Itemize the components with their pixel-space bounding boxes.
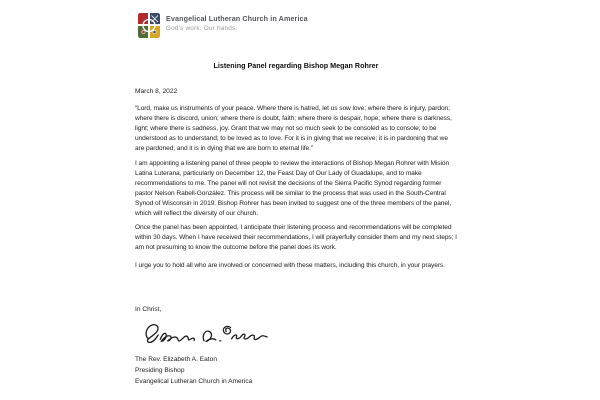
signoff-block [135, 354, 252, 387]
letter-title: Listening Panel regarding Bishop Megan Rohrer [213, 61, 379, 70]
org-tagline: God's work. Our hands. [166, 25, 238, 32]
signer-title: Presiding Bishop [135, 367, 185, 374]
salutation: In Christ, [135, 306, 162, 313]
signer-organization: Evangelical Lutheran Church in America [135, 378, 253, 385]
elca-logo-icon [137, 12, 161, 39]
paragraph-timeline: Once the panel has been appointed, I anticipate their listening process and recommendations will be completed within 30 days. When I have received their recommendations, I will prayerfully consider them and my next steps; I am not presuming to know the outcome before the panel does its work. [135, 224, 457, 251]
paragraph-panel-appointment: I am appointing a listening panel of three people to review the interactions of Bishop Megan Rohrer with Misión Latina Luterana, particularly on December 12, the Feast Day of Our Lady of Guadalupe, and to make recommendations to me. The panel will not revisit the decisions of the Sierra Pacific Synod regarding former pastor Nelson Rabell-González. This process will be similar to the process that was used in the South-Central Synod of Wisconsin in 2019. Bishop Rohrer has been invited to suggest one of the three members of the panel, which will reflect the diversity of our church. [135, 160, 452, 217]
letter-content [135, 0, 457, 400]
handwritten-signature-icon [141, 316, 269, 348]
signer-name: The Rev. Elizabeth A. Eaton [135, 356, 217, 363]
paragraph-prayer-request: I urge you to hold all who are involved or concerned with these matters, including this church, in your prayers. [135, 262, 445, 269]
org-name: Evangelical Lutheran Church in America [166, 14, 308, 23]
paragraph-prayer-quote: “Lord, make us instruments of your peace. Where there is hatred, let us sow love; where there is injury, pardon; where there is discord, union; where there is doubt, faith; where there is despair, hope; where there is darkness, light; where there is sadness, joy. Grant that we may not so much seek to be consoled as to console; to be understood as to understand; to be loved as to love. For it is in giving that we receive; it is in pardoning that we are pardoned; and it is in dying that we are born to eternal life.” [135, 105, 452, 152]
letter-date: March 8, 2022 [135, 88, 178, 95]
